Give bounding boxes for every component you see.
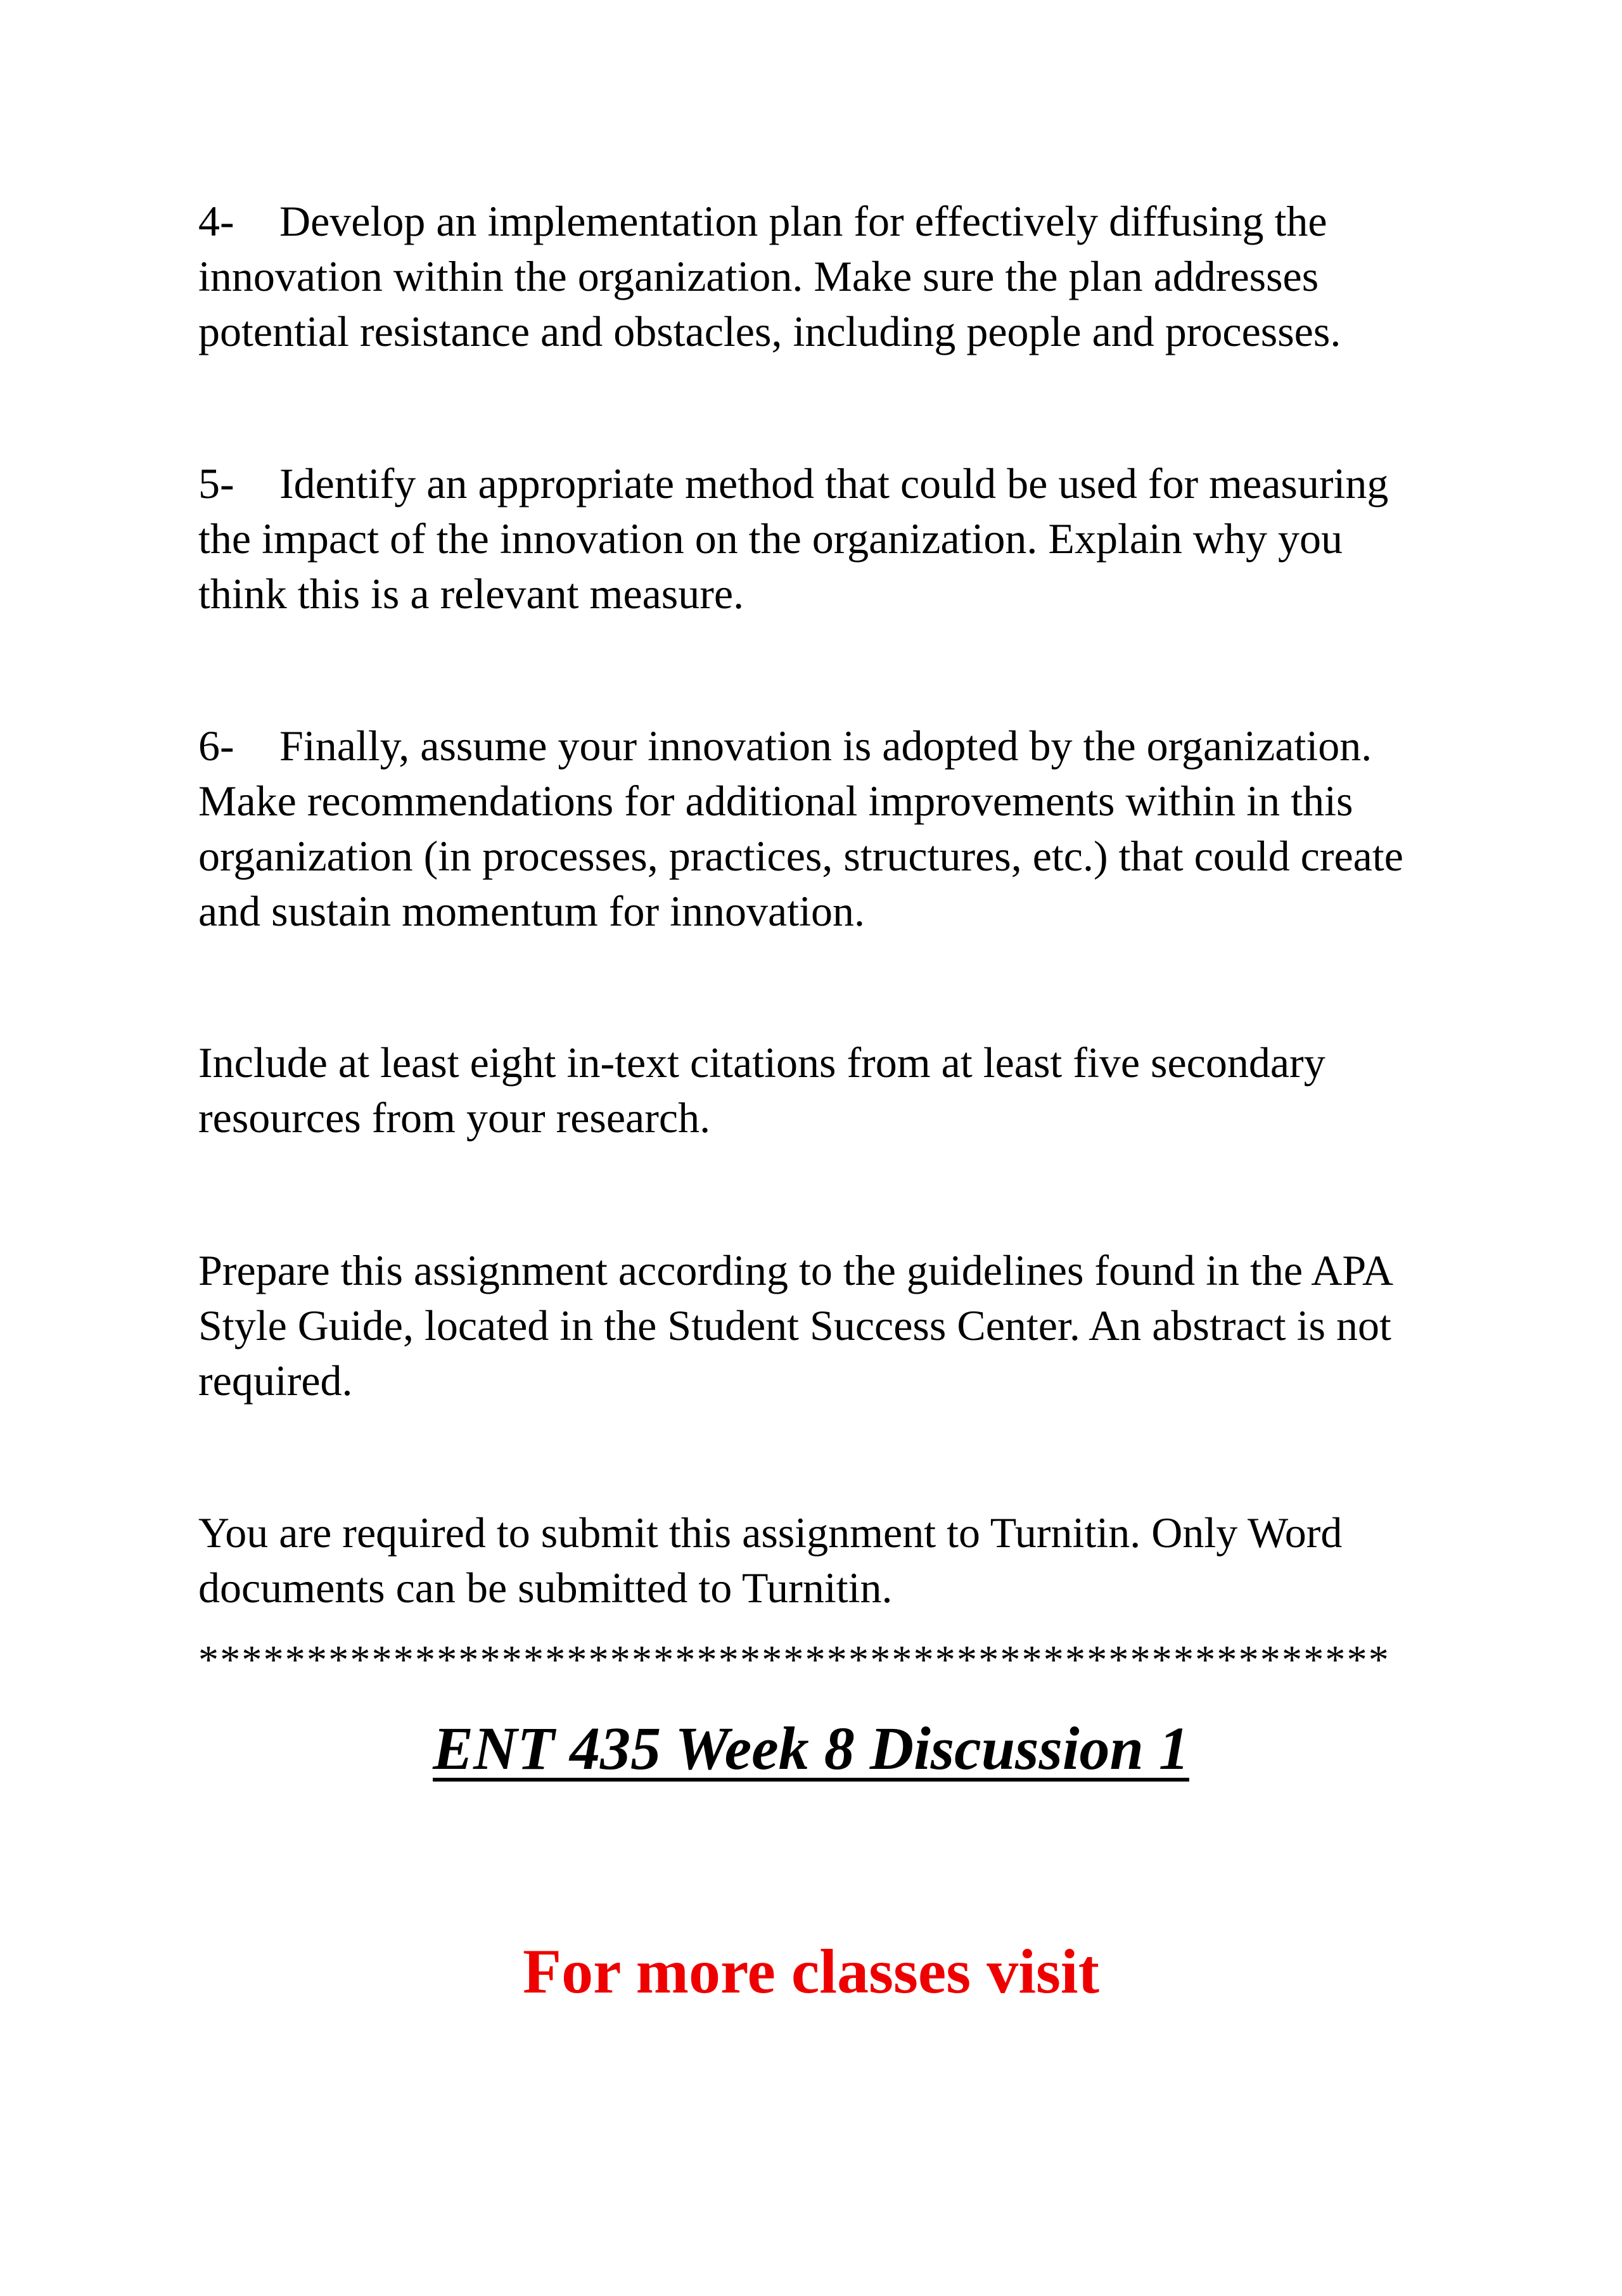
list-item-5 bbox=[198, 456, 1459, 622]
item-text-line: Identify an appropriate method that could be used for measuring bbox=[279, 459, 1389, 507]
item-text-line: potential resistance and obstacles, including people and processes. bbox=[198, 307, 1341, 355]
apa-guidelines-paragraph bbox=[198, 1243, 1459, 1408]
asterisk-separator: ******************************************************* bbox=[198, 1637, 1390, 1682]
paragraph-line: documents can be submitted to Turnitin. bbox=[198, 1564, 893, 1612]
item-text-line: Develop an implementation plan for effectively diffusing the bbox=[279, 197, 1327, 245]
list-item-6 bbox=[198, 718, 1459, 939]
item-text-line: organization (in processes, practices, structures, etc.) that could create bbox=[198, 832, 1403, 880]
paragraph-line: You are required to submit this assignment to Turnitin. Only Word bbox=[198, 1508, 1343, 1557]
item-number: 5- bbox=[198, 459, 234, 507]
section-heading: ENT 435 Week 8 Discussion 1 bbox=[433, 1714, 1189, 1782]
paragraph-line: Include at least eight in-text citations from at least five secondary bbox=[198, 1038, 1325, 1087]
item-text-line: the impact of the innovation on the organization. Explain why you bbox=[198, 514, 1343, 563]
paragraph-line: required. bbox=[198, 1356, 353, 1405]
turnitin-paragraph bbox=[198, 1505, 1459, 1616]
item-text-line: think this is a relevant measure. bbox=[198, 570, 744, 618]
promo-text: For more classes visit bbox=[522, 1936, 1099, 2006]
citations-paragraph bbox=[198, 1035, 1459, 1145]
paragraph-line: Style Guide, located in the Student Success Center. An abstract is not bbox=[198, 1301, 1391, 1349]
item-number: 6- bbox=[198, 722, 234, 770]
item-text-line: and sustain momentum for innovation. bbox=[198, 887, 865, 935]
item-text-line: innovation within the organization. Make sure the plan addresses bbox=[198, 252, 1319, 300]
item-number: 4- bbox=[198, 197, 234, 245]
item-text-line: Make recommendations for additional improvements within in this bbox=[198, 777, 1353, 825]
paragraph-line: Prepare this assignment according to the guidelines found in the APA bbox=[198, 1246, 1394, 1294]
paragraph-line: resources from your research. bbox=[198, 1094, 711, 1142]
list-item-4 bbox=[198, 194, 1459, 359]
item-text-line: Finally, assume your innovation is adopted by the organization. bbox=[279, 722, 1372, 770]
